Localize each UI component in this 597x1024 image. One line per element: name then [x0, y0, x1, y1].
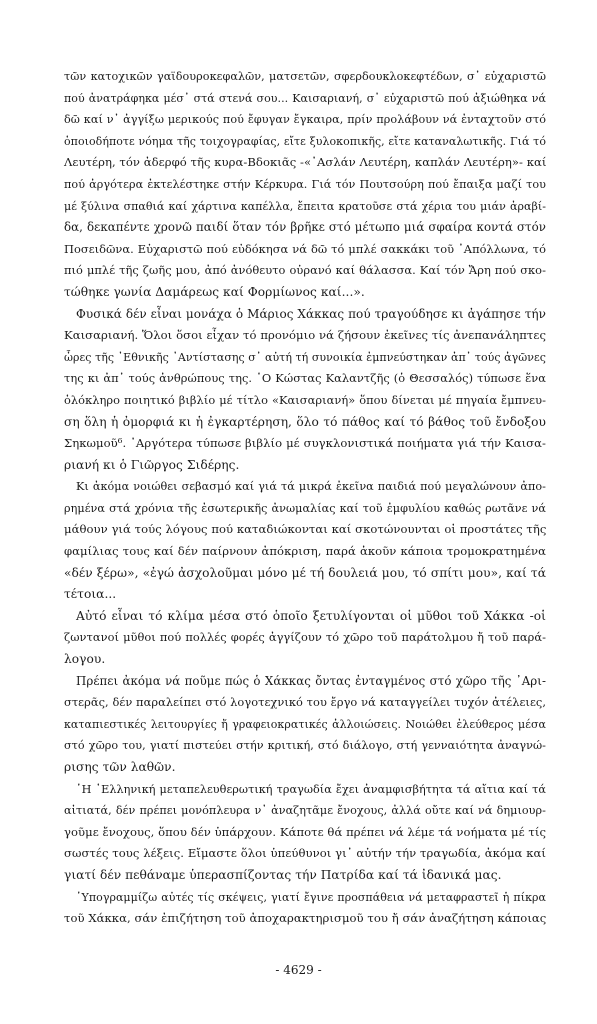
text-line: ζωντανοί μῦθοι πού πολλές φορές ἀγγίζουν τό χῶρο τοῦ παράτολμου ἤ τοῦ παρά-	[64, 630, 546, 645]
text-line: τώθηκε γωνία Δαμάρεως καί Φορμίωνος καί...».	[64, 284, 365, 299]
paragraph	[64, 304, 546, 477]
text-line: φαμίλιας τους καί δέν παίρνουν ἀπόκριση, παρά ἀκοῦν κάποια τρομοκρατημένα	[64, 544, 546, 559]
text-line: καταπιεστικές λειτουργίες ἤ γραφειοκρατικές ἀλλοιώσεις. Νοιώθει ἐλεύθερος μέσα	[64, 717, 546, 731]
text-line: Φυσικά δέν εἶναι μονάχα ὁ Μάριος Χάκκας πού τραγούδησε κι ἀγάπησε τήν	[76, 306, 546, 321]
text-line: πού ἀνατράφηκα μέσ᾽ στά στενά σου... Καισαριανή, σ᾽ εὐχαριστῶ πού ἀξιώθηκα νά	[64, 91, 546, 105]
text-line: δα, δεκαπέντε χρονῶ παιδί ὅταν τόν βρῆκε στό μέτωπο μιά σφαίρα κοντά στόν	[64, 220, 546, 235]
text-line: ὁλόκληρο ποιητικό βιβλίο μέ τίτλο «Καισαριανή» ὅπου δίνεται μέ πηγαία ἔμπνευ-	[64, 392, 546, 407]
text-line: Κι ἀκόμα νοιώθει σεβασμό καί γιά τά μικρά ἐκεῖνα παιδιά πού μεγαλώνουν ἀπο-	[76, 480, 546, 494]
paragraph	[64, 476, 546, 606]
text-line: τοῦ Χάκκα, σάν ἐπιζήτηση τοῦ ἀποχαρακτηρισμοῦ του ἤ σάν ἀναζήτηση κάποιας	[64, 911, 547, 926]
text-line: ριανή κι ὁ Γιῶργος Σιδέρης.	[64, 457, 240, 472]
text-line: ρημένα στά χρόνια τῆς ἐσωτερικῆς ἀνωμαλίας καί τοῦ ἐμφυλίου καθώς ρωτᾶνε νά	[64, 501, 546, 515]
text-line: πού ἀργότερα ἐκτελέστηκε στήν Κέρκυρα. Γιά τόν Πουτσούρη πού ἔπαιξα μαζί του	[64, 177, 546, 191]
text-line: Πρέπει ἀκόμα νά ποῦμε πώς ὁ Χάκκας ὄντας ἐνταγμένος στό χῶρο τῆς ᾽Αρι-	[76, 673, 546, 688]
text-line: Καισαριανή. Ὅλοι ὅσοι εἶχαν τό προνόμιο νά ζήσουν ἐκεῖνες τίς ἀνεπανάληπτες	[64, 328, 546, 343]
text-line: τῶν κατοχικῶν γαϊδουροκεφαλῶν, ματσετῶν, σφερδουκλοκεφτέδων, σ᾽ εὐχαριστῶ	[64, 70, 546, 83]
text-line: ρισης τῶν λαθῶν.	[64, 760, 176, 774]
text-line: δῶ καί ν᾽ ἀγγίξω μερικούς πού ἔφυγαν ἔγκαιρα, πρίν προλάβουν νά ἐνταχτοῦν στό	[64, 113, 546, 127]
text-line: πιό μπλέ τῆς ζωῆς μου, ἀπό ἀνόθευτο οὐρανό καί θάλασσα. Καί τόν Ἄρη πού σκο-	[64, 263, 546, 278]
text-line: ὁποιοδήποτε νόημα τῆς τοιχογραφίας, εἴτε ξυλοκοπικῆς, εἴτε καταναλωτικῆς. Γιά τό	[64, 134, 546, 148]
text-line: τέτοια...	[64, 587, 117, 602]
paragraph	[64, 606, 546, 671]
text-line: στερᾶς, δέν παραλείπει στό λογοτεχνικό του ἔργο νά καταγγείλει τυχόν ἀτέλειες,	[64, 695, 546, 710]
text-line: γιατί δέν πεθάναμε ὑπερασπίζοντας τήν Πατρίδα καί τά ἰδανικά μας.	[64, 867, 502, 882]
text-line: Σηκωμοῦ⁶. ᾽Αργότερα τύπωσε βιβλίο μέ συγκλονιστικά ποιήματα γιά τήν Καισα-	[64, 436, 546, 451]
text-line: της κι ἀπ᾽ τούς ἀνθρώπους της. ῾Ο Κώστας Καλαντζῆς (ὁ Θεσσαλός) τύπωσε ἕνα	[64, 371, 546, 386]
paragraph	[64, 671, 546, 779]
text-line: «δέν ξέρω», «ἐγώ ἀσχολοῦμαι μόνο μέ τή δουλειά μου, τό σπίτι μου», καί τά	[64, 565, 546, 580]
text-line: μέ ξύλινα σπαθιά καί χάρτινα καπέλλα, ἔπειτα κρατοῦσε στά χέρια του μιάν ἀραβί-	[64, 199, 546, 213]
paragraph	[64, 66, 546, 304]
body-text	[64, 66, 546, 930]
text-line: ση ὅλη ἡ ὀμορφιά κι ἡ ἐγκαρτέρηση, ὅλο τό πάθος καί τό βάθος τοῦ ἔνδοξου	[64, 414, 546, 429]
text-line: Αὐτό εἶναι τό κλίμα μέσα στό ὁποῖο ξετυλίγονται οἱ μῦθοι τοῦ Χάκκα -οἱ	[76, 608, 546, 623]
text-line: λογου.	[64, 652, 106, 667]
text-line: Ποσειδῶνα. Εὐχαριστῶ πού εὐδόκησα νά δῶ τό μπλέ σακκάκι τοῦ ᾽Απόλλωνα, τό	[64, 241, 546, 256]
text-line: γοῦμε ἔνοχους, ὅπου δέν ὑπάρχουν. Κάποτε θά πρέπει νά λέμε τά νοήματα μέ τίς	[64, 824, 546, 839]
text-line: στό χῶρο του, γιατί πιστεύει στήν κριτική, στό διάλογο, στή γενναιότητα ἀναγνώ-	[64, 739, 546, 753]
text-line: μάθουν γιά τούς λόγους πού καταδιώκονται καί σκοτώνουνται οἱ προστάτες τῆς	[64, 522, 547, 537]
paragraph	[64, 887, 546, 930]
page-number: - 4629 -	[275, 963, 322, 977]
text-line: ῾Υπογραμμίζω αὐτές τίς σκέψεις, γιατί ἔγινε προσπάθεια νά μεταφραστεῖ ἡ πίκρα	[76, 890, 546, 904]
text-line: ῾Η ῾Ελληνική μεταπελευθερωτική τραγωδία ἔχει ἀναμφισβήτητα τά αἴτια καί τά	[76, 782, 546, 796]
text-line: Λευτέρη, τόν ἀδερφό τῆς κυρα-Βδοκιᾶς -«᾽Ασλάν Λευτέρη, καπλάν Λευτέρη»- καί	[64, 155, 547, 170]
text-line: αἰτιατά, δέν πρέπει μονόπλευρα ν᾽ ἀναζητᾶμε ἔνοχους, ἀλλά οὔτε καί νά δημιουρ-	[64, 804, 546, 818]
paragraph	[64, 779, 546, 887]
text-line: ὧρες τῆς ᾽Εθνικῆς ᾽Αντίστασης σ᾽ αὐτή τή συνοικία ἐμπνεύστηκαν ἀπ᾽ τούς ἀγῶνες	[64, 350, 546, 364]
text-line: σωστές τους λέξεις. Εἴμαστε ὅλοι ὑπεύθυνοι γι᾽ αὐτήν τήν τραγωδία, ἀκόμα καί	[64, 846, 546, 861]
